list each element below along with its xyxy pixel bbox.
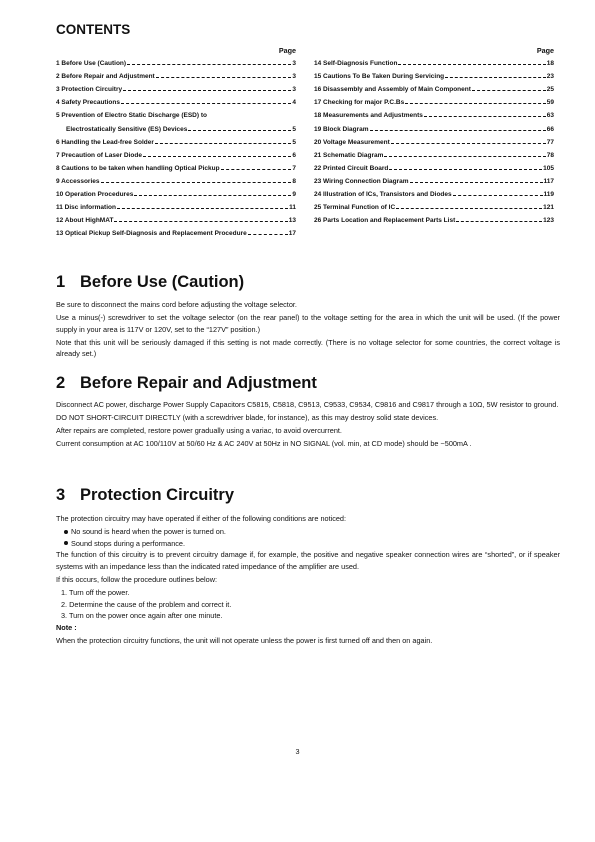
paragraph: DO NOT SHORT-CIRCUIT DIRECTLY (with a screwdriver blade, for instance), as this may destroy solid state devices. — [56, 413, 439, 423]
toc-leader — [424, 116, 546, 117]
toc-leader — [127, 64, 291, 65]
note-label: Note : — [56, 622, 77, 632]
toc-left-column — [56, 44, 296, 240]
toc-entry-label: 19 Block Diagram — [314, 125, 369, 133]
paragraph: Be sure to disconnect the mains cord before adjusting the voltage selector. — [56, 300, 297, 309]
toc-entry-page: 5 — [292, 125, 296, 133]
toc-entry[interactable] — [56, 96, 296, 109]
toc-entry-label: 6 Handling the Lead-free Solder — [56, 138, 154, 146]
toc-entry[interactable] — [314, 109, 554, 122]
toc-leader — [472, 90, 546, 91]
toc-entry-label: 2 Before Repair and Adjustment — [56, 73, 155, 81]
toc-entry[interactable] — [56, 201, 296, 214]
section-number: 3 — [56, 486, 66, 504]
toc-page-header: Page — [536, 46, 554, 55]
paragraph: If this occurs, follow the procedure outlines below: — [56, 574, 218, 584]
procedure-steps — [56, 587, 560, 622]
toc-entry-label: 22 Printed Circuit Board — [314, 164, 389, 172]
toc-entry-page: 9 — [292, 190, 296, 198]
paragraph: Use a minus(-) screwdriver to set the voltage selector (on the rear panel) to the voltage setting for the area in which the unit will be used. (If the power supply in your area is 117V or 120V, set to the “127V” position.) — [56, 313, 560, 334]
toc-entry[interactable] — [314, 57, 554, 70]
section-3-body — [56, 513, 560, 648]
toc-entry[interactable] — [314, 70, 554, 83]
toc-entry-page: 3 — [292, 60, 296, 68]
toc-entry-page: 123 — [543, 217, 554, 225]
toc-entry[interactable] — [314, 188, 554, 201]
note-text: When the protection circuitry functions, the unit will not operate unless the power is first turned off and then on again. — [56, 635, 433, 645]
toc-entry[interactable] — [56, 149, 296, 162]
toc-entry-page: 11 — [289, 204, 296, 212]
toc-leader — [101, 182, 292, 183]
toc-leader — [410, 182, 543, 183]
toc-entry-page: 23 — [546, 73, 554, 81]
toc-entry-page: 3 — [292, 86, 296, 94]
toc-entry-page: 4 — [292, 99, 296, 107]
toc-entry[interactable] — [56, 188, 296, 201]
toc-entry[interactable] — [314, 96, 554, 109]
section-1-heading — [56, 273, 244, 292]
list-item: 2. Determine the cause of the problem and correct it. — [61, 599, 232, 609]
paragraph: The function of this circuitry is to prevent circuitry damage if, for example, the positive and negative speaker connection wires are “shorted”, or if speaker systems with an impedance less than the indicated rated impedance of the amplifier are used. — [56, 550, 560, 571]
toc-entry-label: 11 Disc information — [56, 204, 116, 212]
toc-right-column — [314, 44, 554, 227]
toc-entry-label: 7 Precaution of Laser Diode — [56, 151, 142, 159]
toc-entry[interactable] — [314, 83, 554, 96]
list-item: 1. Turn off the power. — [61, 588, 130, 598]
toc-entry-label: 20 Voltage Measurement — [314, 138, 390, 146]
toc-entry-label: 18 Measurements and Adjustments — [314, 112, 423, 120]
section-3-heading — [56, 486, 234, 505]
toc-leader — [134, 195, 291, 196]
paragraph: Current consumption at AC 100/110V at 50/60 Hz & AC 240V at 50Hz in NO SIGNAL (vol. min, at CD mode) should be ~500mA . — [56, 439, 472, 449]
toc-entry-label: 10 Operation Procedures — [56, 190, 134, 198]
toc-entry[interactable] — [56, 109, 296, 122]
toc-right-list — [314, 57, 554, 227]
section-number: 1 — [56, 273, 66, 291]
paragraph: Disconnect AC power, discharge Power Supply Capacitors C5815, C5818, C9513, C9533, C9534, C9816 and C9817 through a 10Ω, 5W resistor to ground. — [56, 400, 559, 409]
toc-page-header: Page — [278, 46, 296, 55]
section-1-body — [56, 299, 560, 361]
toc-entry-label: 16 Disassembly and Assembly of Main Component — [314, 86, 471, 94]
toc-entry-page: 18 — [546, 60, 554, 68]
toc-entry-page: 13 — [288, 217, 296, 225]
toc-leader — [391, 143, 546, 144]
toc-leader — [405, 103, 546, 104]
toc-entry-page: 121 — [543, 204, 554, 212]
toc-left-list — [56, 57, 296, 240]
toc-entry[interactable] — [314, 162, 554, 175]
toc-entry-page: 119 — [543, 190, 554, 198]
toc-entry[interactable] — [314, 214, 554, 227]
toc-leader — [143, 156, 291, 157]
section-title: Before Repair and Adjustment — [80, 374, 317, 392]
toc-entry[interactable] — [56, 122, 296, 135]
toc-entry[interactable] — [314, 122, 554, 135]
toc-entry-label: Electrostatically Sensitive (ES) Devices — [66, 125, 188, 133]
toc-entry-page: 117 — [543, 177, 554, 185]
toc-entry[interactable] — [56, 227, 296, 240]
toc-entry[interactable] — [56, 136, 296, 149]
toc-entry[interactable] — [314, 201, 554, 214]
toc-entry-page: 66 — [546, 125, 554, 133]
paragraph: After repairs are completed, restore power gradually using a variac, to avoid overcurrent. — [56, 426, 342, 436]
toc-entry-label: 8 Cautions to be taken when handling Optical Pickup — [56, 164, 220, 172]
toc-entry[interactable] — [56, 162, 296, 175]
toc-entry-label: 12 About HighMAT — [56, 217, 114, 225]
bullet-icon — [64, 541, 68, 545]
toc-entry[interactable] — [314, 136, 554, 149]
section-title: Before Use (Caution) — [80, 273, 245, 291]
toc-leader — [121, 103, 291, 104]
toc-entry-label: 24 Illustration of ICs, Transistors and Diodes — [314, 190, 452, 198]
toc-leader — [456, 221, 542, 222]
toc-entry[interactable] — [56, 214, 296, 227]
toc-leader — [384, 156, 545, 157]
paragraph: Note that this unit will be seriously damaged if this setting is not made correctly. (There is no voltage selector for some countries, the correct voltage is already set.) — [56, 337, 560, 359]
toc-leader — [396, 208, 542, 209]
contents-title: CONTENTS — [56, 22, 131, 37]
list-item: 3. Turn on the power once again after one minute. — [61, 611, 223, 621]
toc-entry-label: 17 Checking for major P.C.Bs — [314, 99, 405, 107]
toc-entry-label: 15 Cautions To Be Taken During Servicing — [314, 73, 445, 81]
toc-entry-page: 63 — [546, 112, 554, 120]
toc-entry-label: 21 Schematic Diagram — [314, 151, 384, 159]
toc-entry-page: 6 — [292, 151, 296, 159]
paragraph: The protection circuitry may have operated if either of the following conditions are noticed: — [56, 514, 347, 523]
toc-leader — [114, 221, 287, 222]
toc-entry-page: 8 — [292, 177, 296, 185]
toc-leader — [453, 195, 543, 196]
toc-leader — [188, 130, 291, 131]
toc-entry-page: 59 — [546, 99, 554, 107]
toc-entry-label: 13 Optical Pickup Self-Diagnosis and Replacement Procedure — [56, 230, 247, 238]
toc-entry-page: 5 — [292, 138, 296, 146]
toc-entry[interactable] — [56, 175, 296, 188]
list-item: No sound is heard when the power is turned on. — [64, 526, 560, 538]
toc-leader — [156, 77, 292, 78]
page-number: 3 — [295, 747, 300, 756]
list-item: Sound stops during a performance. — [64, 538, 560, 550]
toc-leader — [155, 143, 291, 144]
toc-entry-label: 9 Accessories — [56, 177, 100, 185]
toc-leader — [221, 169, 292, 170]
toc-entry-label: 14 Self-Diagnosis Function — [314, 60, 398, 68]
toc-entry-label: 3 Protection Circuitry — [56, 86, 123, 94]
toc-entry-page: 78 — [546, 151, 554, 159]
toc-entry[interactable] — [56, 70, 296, 83]
section-2-body — [56, 399, 560, 451]
toc-leader — [398, 64, 545, 65]
toc-entry-label: 4 Safety Precautions — [56, 99, 120, 107]
toc-leader — [389, 169, 542, 170]
toc-entry-page: 3 — [292, 73, 296, 81]
condition-list — [56, 526, 560, 549]
toc-entry[interactable] — [314, 175, 554, 188]
toc-leader — [370, 130, 546, 131]
section-title: Protection Circuitry — [80, 486, 235, 504]
toc-leader — [445, 77, 546, 78]
toc-entry-page: 7 — [292, 164, 296, 172]
toc-entry-label: 26 Parts Location and Replacement Parts List — [314, 217, 456, 225]
toc-entry-label: 25 Terminal Function of IC — [314, 204, 396, 212]
toc-entry-label: 23 Wiring Connection Diagram — [314, 177, 409, 185]
toc-leader — [117, 208, 288, 209]
toc-entry-page: 105 — [543, 164, 554, 172]
toc-entry-label: 5 Prevention of Electro Static Discharge (ESD) to — [56, 112, 207, 120]
toc-entry[interactable] — [314, 149, 554, 162]
toc-entry-page: 17 — [288, 230, 296, 238]
toc-leader — [248, 234, 288, 235]
section-2-heading — [56, 374, 317, 393]
toc-entry[interactable] — [56, 83, 296, 96]
section-number: 2 — [56, 374, 66, 392]
toc-entry-label: 1 Before Use (Caution) — [56, 60, 127, 68]
toc-entry-page: 77 — [546, 138, 554, 146]
bullet-icon — [64, 530, 68, 534]
toc-entry[interactable] — [56, 57, 296, 70]
toc-leader — [123, 90, 291, 91]
toc-entry-page: 25 — [546, 86, 554, 94]
